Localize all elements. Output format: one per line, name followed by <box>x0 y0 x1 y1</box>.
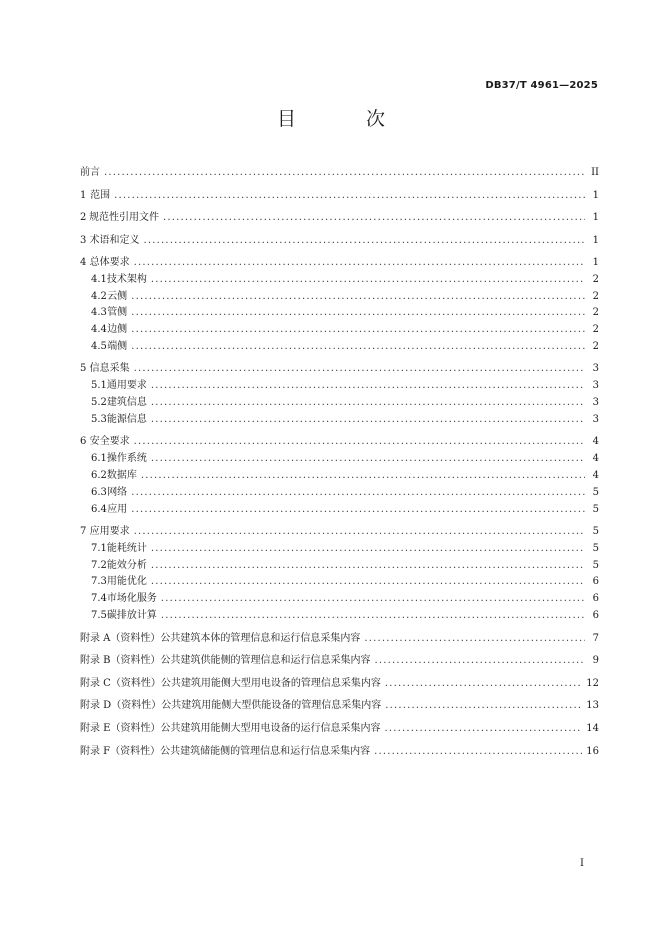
toc-entry-title: 应用 <box>107 503 128 515</box>
toc-entry[interactable] <box>80 323 599 337</box>
toc-entry-title: 建筑信息 <box>106 397 147 409</box>
toc-entry-number: 5.2 <box>91 397 107 409</box>
toc-entry-title: 规范性引用文件 <box>89 212 160 223</box>
toc-entry[interactable] <box>80 486 599 500</box>
toc-entry[interactable] <box>80 340 599 354</box>
toc-leader-dots <box>141 469 585 483</box>
appendix-title: 公共建筑供能侧的管理信息和运行信息采集内容 <box>160 655 371 667</box>
toc-entry-page: 3 <box>592 363 599 375</box>
toc-entry-page: 2 <box>592 340 599 352</box>
toc-entry-number: 7.5 <box>91 610 107 622</box>
toc-entry-title: 碳排放计算 <box>106 610 157 622</box>
toc-leader-dots <box>374 745 582 759</box>
toc-leader-dots <box>143 234 585 248</box>
toc-entry-title: 能耗统计 <box>106 542 147 554</box>
toc-entry[interactable] <box>80 575 599 589</box>
appendix-page: 14 <box>586 723 599 735</box>
toc-entry[interactable] <box>80 542 599 556</box>
toc-entry-page: 2 <box>592 324 599 336</box>
toc-entry-number: 6.4 <box>91 503 107 515</box>
toc-entry-page: 4 <box>592 469 599 481</box>
toc-leader-dots <box>131 290 585 304</box>
toc-appendix-entry[interactable] <box>80 654 599 668</box>
toc-entry-title: 范围 <box>90 189 111 201</box>
appendix-title: 公共建筑用能侧大型用电设备的管理信息采集内容 <box>160 677 381 689</box>
toc-leader-dots <box>151 452 585 466</box>
toc-entry-title: 前言 <box>80 167 100 178</box>
toc-entry-title: 端侧 <box>107 340 128 352</box>
toc-entry-number: 5 <box>80 363 87 375</box>
toc-entry-title: 能源信息 <box>106 413 147 425</box>
appendix-page: 7 <box>592 632 599 644</box>
toc-entry-number: 4.5 <box>91 340 107 352</box>
toc-leader-dots <box>134 256 585 270</box>
toc-entry-number: 6 <box>80 436 87 448</box>
toc-leader-dots <box>104 166 585 180</box>
toc-entry-number: 7.3 <box>91 576 107 588</box>
toc-entry-title: 网络 <box>107 486 128 498</box>
toc-entry-number: 3 <box>80 234 87 246</box>
toc-entry-page: 4 <box>592 436 599 448</box>
appendix-page: 12 <box>586 677 599 689</box>
toc-entry-page: 3 <box>592 413 599 425</box>
toc-entry[interactable] <box>80 592 599 606</box>
toc-leader-dots <box>131 340 585 354</box>
toc-entry[interactable] <box>80 290 599 304</box>
toc-entry-number: 1 <box>80 189 87 201</box>
toc-entry-number: 7.1 <box>91 542 107 554</box>
toc-leader-dots <box>163 211 585 225</box>
toc-leader-dots <box>114 189 585 203</box>
document-code: DB37/T 4961—2025 <box>485 80 598 91</box>
toc-entry[interactable] <box>80 609 599 623</box>
toc-entry-number: 4 <box>80 257 87 268</box>
toc-entry-title: 数据库 <box>106 469 137 481</box>
appendix-title: 公共建筑储能侧的管理信息和运行信息采集内容 <box>160 745 371 757</box>
toc-leader-dots <box>151 559 585 573</box>
toc-leader-dots <box>134 435 585 449</box>
toc-entry[interactable] <box>80 211 599 225</box>
toc-entry-page: 5 <box>592 503 599 515</box>
toc-leader-dots <box>151 379 585 393</box>
toc-entry-page: 2 <box>592 290 599 302</box>
appendix-title: 公共建筑用能侧大型用电设备的运行信息采集内容 <box>160 723 381 735</box>
toc-entry-page: 5 <box>592 526 599 538</box>
toc-entry-page: 1 <box>592 189 599 201</box>
toc-entry[interactable] <box>80 452 599 466</box>
toc-entry-number: 6.3 <box>91 486 107 498</box>
toc-leader-dots <box>151 413 585 427</box>
toc-entry-number: 4.3 <box>91 307 107 319</box>
toc-leader-dots <box>131 486 585 500</box>
appendix-label: 附录 A（资料性） <box>80 632 161 644</box>
toc-entry-title: 技术架构 <box>106 273 147 285</box>
toc-entry-page: 1 <box>592 234 599 246</box>
toc-leader-dots <box>151 396 585 410</box>
appendix-title: 公共建筑用能侧大型供能设备的管理信息采集内容 <box>161 700 382 712</box>
toc-entry[interactable] <box>80 189 599 203</box>
toc-entry-page: 6 <box>592 593 599 605</box>
toc-entry[interactable] <box>80 559 599 573</box>
toc-entry[interactable] <box>80 503 599 517</box>
toc-entry-title: 管侧 <box>107 307 128 319</box>
toc-entry-number: 7.4 <box>91 593 107 605</box>
toc-entry[interactable] <box>80 525 599 539</box>
toc-leader-dots <box>161 592 585 606</box>
toc-entry-number: 5.3 <box>91 413 107 425</box>
toc-entry-number: 4.1 <box>91 273 107 285</box>
toc-leader-dots <box>131 323 585 337</box>
toc-appendix-entry[interactable] <box>80 677 599 691</box>
toc-entry[interactable] <box>80 306 599 320</box>
toc-entry[interactable] <box>80 379 599 393</box>
appendix-label: 附录 C（资料性） <box>80 677 161 689</box>
toc-entry-page: 1 <box>592 257 599 268</box>
toc-leader-dots <box>151 273 585 287</box>
toc-entry-number: 5.1 <box>91 380 107 392</box>
toc-entry-number: 4.4 <box>91 324 107 336</box>
table-of-contents <box>80 166 599 759</box>
toc-entry[interactable] <box>80 256 599 270</box>
toc-entry-page: 6 <box>592 610 599 622</box>
appendix-label: 附录 B（资料性） <box>80 655 161 667</box>
toc-appendix-entry[interactable] <box>80 722 599 736</box>
toc-leader-dots <box>151 542 585 556</box>
toc-leader-dots <box>131 306 585 320</box>
toc-entry-page: 5 <box>592 542 599 554</box>
toc-entry-title: 边侧 <box>107 324 128 336</box>
toc-entry-title: 能效分析 <box>106 559 147 571</box>
toc-leader-dots <box>134 362 585 376</box>
toc-entry-title: 操作系统 <box>106 453 147 465</box>
toc-leader-dots <box>384 722 582 736</box>
toc-leader-dots <box>131 503 585 517</box>
toc-entry-number: 6.1 <box>91 453 107 465</box>
toc-entry-number: 7.2 <box>91 559 107 571</box>
toc-entry-title: 信息采集 <box>89 363 130 375</box>
toc-entry-page: 5 <box>592 559 599 571</box>
toc-entry-page: II <box>591 167 599 178</box>
toc-entry[interactable] <box>80 469 599 483</box>
toc-entry-number: 6.2 <box>91 469 107 481</box>
toc-leader-dots <box>385 699 582 713</box>
toc-entry-page: 3 <box>592 380 599 392</box>
appendix-label: 附录 F（资料性） <box>80 745 161 757</box>
toc-entry[interactable] <box>80 166 599 180</box>
page-title: 目 次 <box>276 108 418 130</box>
toc-entry-number: 2 <box>80 212 87 223</box>
toc-entry-title: 用能优化 <box>106 576 147 588</box>
appendix-label: 附录 D（资料性） <box>80 700 162 712</box>
appendix-page: 13 <box>586 700 599 712</box>
toc-entry-page: 6 <box>592 576 599 588</box>
toc-leader-dots <box>364 632 585 646</box>
toc-entry-page: 4 <box>592 453 599 465</box>
toc-entry[interactable] <box>80 273 599 287</box>
toc-entry-title: 术语和定义 <box>89 234 140 246</box>
toc-appendix-entry[interactable] <box>80 745 599 759</box>
toc-entry-title: 云侧 <box>107 290 128 302</box>
toc-entry-title: 安全要求 <box>89 436 130 448</box>
toc-entry-title: 总体要求 <box>89 257 130 268</box>
page-number: I <box>580 858 584 869</box>
toc-entry-title: 市场化服务 <box>106 593 157 605</box>
appendix-page: 16 <box>586 745 599 757</box>
toc-leader-dots <box>134 525 585 539</box>
appendix-label: 附录 E（资料性） <box>80 723 161 735</box>
toc-entry[interactable] <box>80 396 599 410</box>
toc-entry-page: 1 <box>592 212 599 223</box>
toc-entry-title: 通用要求 <box>106 380 147 392</box>
toc-entry-page: 5 <box>592 486 599 498</box>
toc-leader-dots <box>151 575 585 589</box>
toc-entry-number: 7 <box>80 526 87 538</box>
toc-appendix-entry[interactable] <box>80 699 599 713</box>
toc-entry[interactable] <box>80 413 599 427</box>
toc-leader-dots <box>385 677 582 691</box>
appendix-title: 公共建筑本体的管理信息和运行信息采集内容 <box>160 632 361 644</box>
toc-entry-number: 4.2 <box>91 290 107 302</box>
toc-entry-page: 3 <box>592 397 599 409</box>
toc-entry-page: 2 <box>592 307 599 319</box>
appendix-page: 9 <box>592 655 599 667</box>
toc-entry-page: 2 <box>592 273 599 285</box>
toc-entry[interactable] <box>80 362 599 376</box>
toc-entry[interactable] <box>80 234 599 248</box>
toc-leader-dots <box>161 609 585 623</box>
toc-appendix-entry[interactable] <box>80 632 599 646</box>
toc-entry[interactable] <box>80 435 599 449</box>
toc-leader-dots <box>375 654 585 668</box>
toc-entry-title: 应用要求 <box>89 526 130 538</box>
